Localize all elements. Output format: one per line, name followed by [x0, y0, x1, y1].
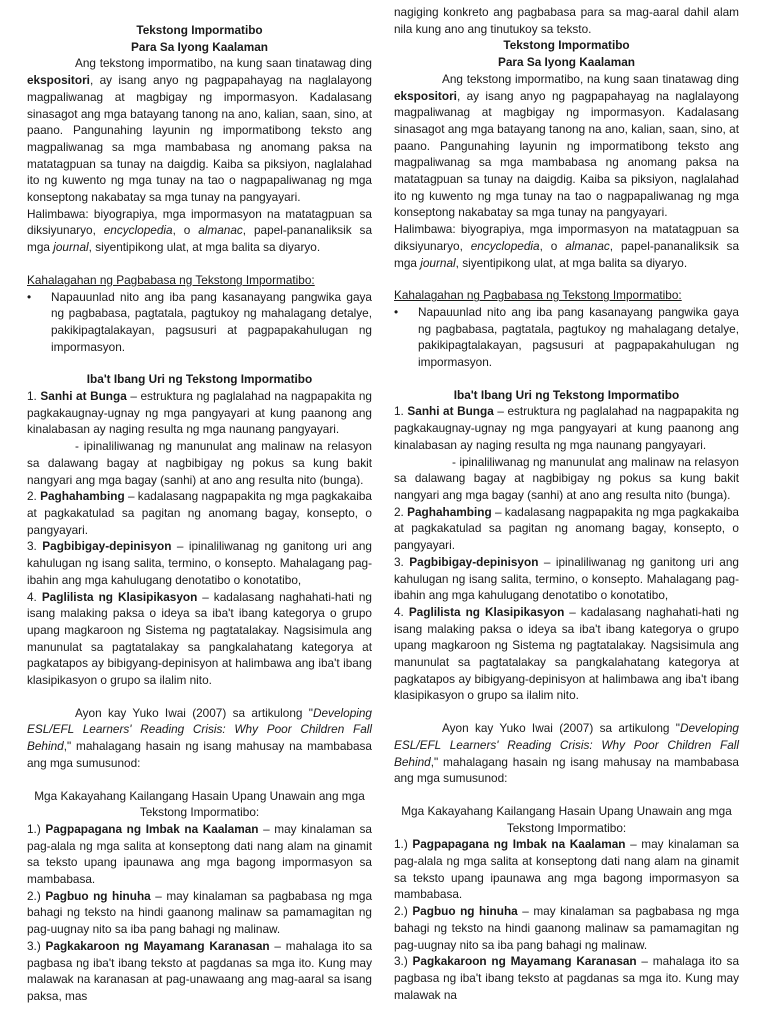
- type-item-4: 4. Paglilista ng Klasipikasyon – kadalasang naghahati-hati ng isang malaking paksa o ideya sa iba't ibang kategorya o grupo upang magkaroon ng Sistema ng pagtatalakay. Nagsisimula ang manunulat sa pagtatalakay sa pangkalahatang kategorya at pagkatapos ay bibigyang-depinisyon at halimbawa ang iba't ibang klasipikasyon o grupo sa ilalim nito.: [394, 604, 739, 703]
- spacer: [394, 704, 739, 720]
- doc-subtitle: Para Sa Iyong Kaalaman: [497, 55, 636, 70]
- carry-over-text: nagiging konkreto ang pagbabasa para sa mag-aaral dahil alam nila kung ano ang tinutukoy sa teksto.: [394, 5, 739, 36]
- skill-item-2: 2.) Pagbuo ng hinuha – may kinalaman sa pagbabasa ng mga bahagi ng teksto na hindi gaanong malinaw sa pamamagitan ng pag-uugnay nito sa iba pang bahagi ng malinaw.: [27, 888, 372, 937]
- spacer: [27, 772, 372, 788]
- type-item-1: 1. Sanhi at Bunga – estruktura ng paglalahad na nagpapakita ng pagkakaugnay-ugnay ng mga pangyayari at kung paanong ang kinalabasan ay naging resulta ng mga naunang pangyayari.: [394, 404, 739, 452]
- spacer: [394, 371, 739, 387]
- type-item-2: 2. Paghahambing – kadalasang nagpapakita ng mga pagkakaiba at pagkakatulad sa pagitan ng anomang bagay, konsepto, o pangyayari.: [394, 504, 739, 553]
- right-column: [394, 4, 739, 1003]
- intro-paragraph: Ang tekstong impormatibo, na kung saan tinatawag ding ekspositori, ay isang anyo ng pagpapahayag na naglalayong magpaliwanag at magbigay ng impormasyon. Kadalasang sinasagot ang mga batayang tanong na ano, kalian, saan, sino, at paano. Pangunahing layunin ng impormatibong teksto ang magpaliwanag sa mga mambabasa ng anomang paksa na matatagpuan sa tunay na daigdig. Kaiba sa piksiyon, naglalahad ito ng kuwento ng mga tunay na tao o nagpapaliwanag ng mga konseptong nakabatay sa mga tunay na pangyayari.: [27, 56, 372, 205]
- term-ekspositori: ekspositori: [394, 88, 457, 103]
- skills-heading: Mga Kakayahang Kailangang Hasain Upang Unawain ang mga Tekstong Impormatibo:: [401, 803, 732, 835]
- skill-item-3: 3.) Pagkakaroon ng Mayamang Karanasan – mahalaga ito sa pagbasa ng iba't ibang teksto at pagdanas sa mga ito. Kung may malawak na karanasan at pag-unawaang ang mag-aaral sa isang paksa, mas: [27, 938, 373, 1003]
- doc-title: Tekstong Impormatibo: [503, 38, 630, 53]
- type-item-1-detail: - ipinaliliwanag ng manunulat ang malinaw na relasyon sa dalawang bagay at nagbibigay ng pokus sa kung bakit nangyari ang mga bagay (sanhi) at ano ang resulta nito (bunga).: [394, 454, 739, 502]
- quote-paragraph: Ayon kay Yuko Iwai (2007) sa artikulong "Developing ESL/EFL Learners' Reading Crisis: Why Poor Children Fall Behind," mahalagang hasain ng isang mahusay na mambabasa ang mga sumusunod:: [394, 721, 739, 786]
- type-item-1-detail: - ipinaliliwanag ng manunulat ang malinaw na relasyon sa dalawang bagay at nagbibigay ng pokus sa kung bakit nangyari ang mga bagay (sanhi) at ano ang resulta nito (bunga).: [27, 439, 372, 487]
- bullet-text: Napauunlad nito ang iba pang kasanayang pangwika gaya ng pagbabasa, pagtatala, pagtukoy ng mahalagang detalye, pakikipagtalakayan, pagsusuri at pagpapakahulugan ng impormasyon.: [51, 289, 372, 354]
- term-ekspositori: ekspositori: [27, 73, 90, 88]
- spacer: [27, 355, 372, 371]
- bullet-text: Napauunlad nito ang iba pang kasanayang pangwika gaya ng pagbabasa, pagtatala, pagtukoy ng mahalagang detalye, pakikipagtalakayan, pagsusuri at pagpapakahulugan ng impormasyon.: [418, 304, 739, 370]
- skill-item-1: 1.) Pagpapagana ng Imbak na Kaalaman – may kinalaman sa pag-alala ng mga salita at konseptong dati nang alam na ginamit sa teksto upang ipaunawa ang mga bagong impormasyon sa mambabasa.: [27, 821, 372, 887]
- article-title: Developing ESL/EFL Learners' Reading Crisis: Why Poor Children Fall Behind: [394, 721, 739, 769]
- spacer: [27, 689, 372, 705]
- examples-paragraph: Halimbawa: biyograpiya, mga impormasyon na matatagpuan sa diksiyunaryo, encyclopedia, o almanac, papel-pananaliksik sa mga journal, siyentipikong ulat, at mga balita sa diyaryo.: [27, 206, 372, 255]
- types-heading: Iba't Ibang Uri ng Tekstong Impormatibo: [86, 372, 313, 387]
- skill-item-1: 1.) Pagpapagana ng Imbak na Kaalaman – may kinalaman sa pag-alala ng mga salita at konseptong dati nang alam na ginamit sa teksto upang ipaunawa ang mga bagong impormasyon sa mambabasa.: [394, 837, 739, 902]
- doc-subtitle: Para Sa Iyong Kaalaman: [130, 39, 269, 54]
- skill-item-2: 2.) Pagbuo ng hinuha – may kinalaman sa pagbabasa ng mga bahagi ng teksto na hindi gaanong malinaw sa pamamagitan ng pag-uugnay nito sa iba pang bahagi ng malinaw.: [394, 904, 739, 952]
- bullet-icon: •: [394, 304, 399, 319]
- type-item-4: 4. Paglilista ng Klasipikasyon – kadalasang naghahati-hati ng isang malaking paksa o ideya sa iba't ibang kategorya o grupo upang magkaroon ng Sistema ng pagtatalakay. Nagsisimula ang manunulat sa pagtatalakay sa pangkalahatang kategorya at pagkatapos ay bibigyang-depinisyon at halimbawa ang iba't ibang klasipikasyon o grupo sa ilalim nito.: [27, 589, 372, 688]
- left-column: [27, 22, 372, 1005]
- doc-title: Tekstong Impormatibo: [136, 23, 263, 37]
- bullet-icon: •: [27, 289, 32, 304]
- list-item: [27, 289, 372, 356]
- skill-item-3: 3.) Pagkakaroon ng Mayamang Karanasan – mahalaga ito sa pagbasa ng iba't ibang teksto at pagdanas sa mga ito. Kung may malawak na: [394, 954, 740, 1002]
- quote-paragraph: Ayon kay Yuko Iwai (2007) sa artikulong "Developing ESL/EFL Learners' Reading Crisis: Why Poor Children Fall Behind," mahalagang hasain ng isang mahusay na mambabasa ang mga sumusunod:: [27, 705, 372, 770]
- intro-paragraph: Ang tekstong impormatibo, na kung saan tinatawag ding ekspositori, ay isang anyo ng pagpapahayag na naglalayong magpaliwanag at magbigay ng impormasyon. Kadalasang sinasagot ang mga batayang tanong na ano, kalian, saan, sino, at paano. Pangunahing layunin ng impormatibong teksto ang magpaliwanag sa mga mambabasa ng anomang paksa na matatagpuan sa tunay na daigdig. Kaiba sa piksiyon, naglalahad ito ng kuwento ng mga tunay na tao o nagpapaliwanag ng mga konseptong nakabatay sa mga tunay na pangyayari.: [394, 71, 739, 220]
- list-item: [394, 304, 739, 371]
- article-title: Developing ESL/EFL Learners' Reading Crisis: Why Poor Children Fall Behind: [27, 705, 372, 754]
- type-item-2: 2. Paghahambing – kadalasang nagpapakita ng mga pagkakaiba at pagkakatulad sa pagitan ng anomang bagay, konsepto, o pangyayari.: [27, 489, 372, 537]
- type-item-3: 3. Pagbibigay-depinisyon – ipinaliliwanag ng ganitong uri ang kahulugan ng isang salita, termino, o konsepto. Mahalagang pag-ibahin ang mga kahulugang denotatibo o konotatibo,: [394, 554, 739, 603]
- types-heading: Iba't Ibang Uri ng Tekstong Impormatibo: [453, 387, 680, 402]
- type-item-3: 3. Pagbibigay-depinisyon – ipinaliliwanag ng ganitong uri ang kahulugan ng isang salita, termino, o konsepto. Mahalagang pag-ibahin ang mga kahulugang denotatibo o konotatibo,: [27, 539, 372, 587]
- importance-heading: Kahalagahan ng Pagbabasa ng Tekstong Impormatibo:: [394, 288, 682, 303]
- importance-heading: Kahalagahan ng Pagbabasa ng Tekstong Impormatibo:: [27, 272, 315, 287]
- spacer: [394, 787, 739, 803]
- type-item-1: 1. Sanhi at Bunga – estruktura ng paglalahad na nagpapakita ng pagkakaugnay-ugnay ng mga pangyayari at kung paanong ang kinalabasan ay naging resulta ng mga naunang pangyayari.: [27, 389, 372, 437]
- examples-paragraph: Halimbawa: biyograpiya, mga impormasyon na matatagpuan sa diksiyunaryo, encyclopedia, o almanac, papel-pananaliksik sa mga journal, siyentipikong ulat, at mga balita sa diyaryo.: [394, 222, 739, 270]
- skills-heading: Mga Kakayahang Kailangang Hasain Upang Unawain ang mga Tekstong Impormatibo:: [34, 788, 365, 820]
- spacer: [394, 271, 739, 287]
- spacer: [27, 256, 372, 272]
